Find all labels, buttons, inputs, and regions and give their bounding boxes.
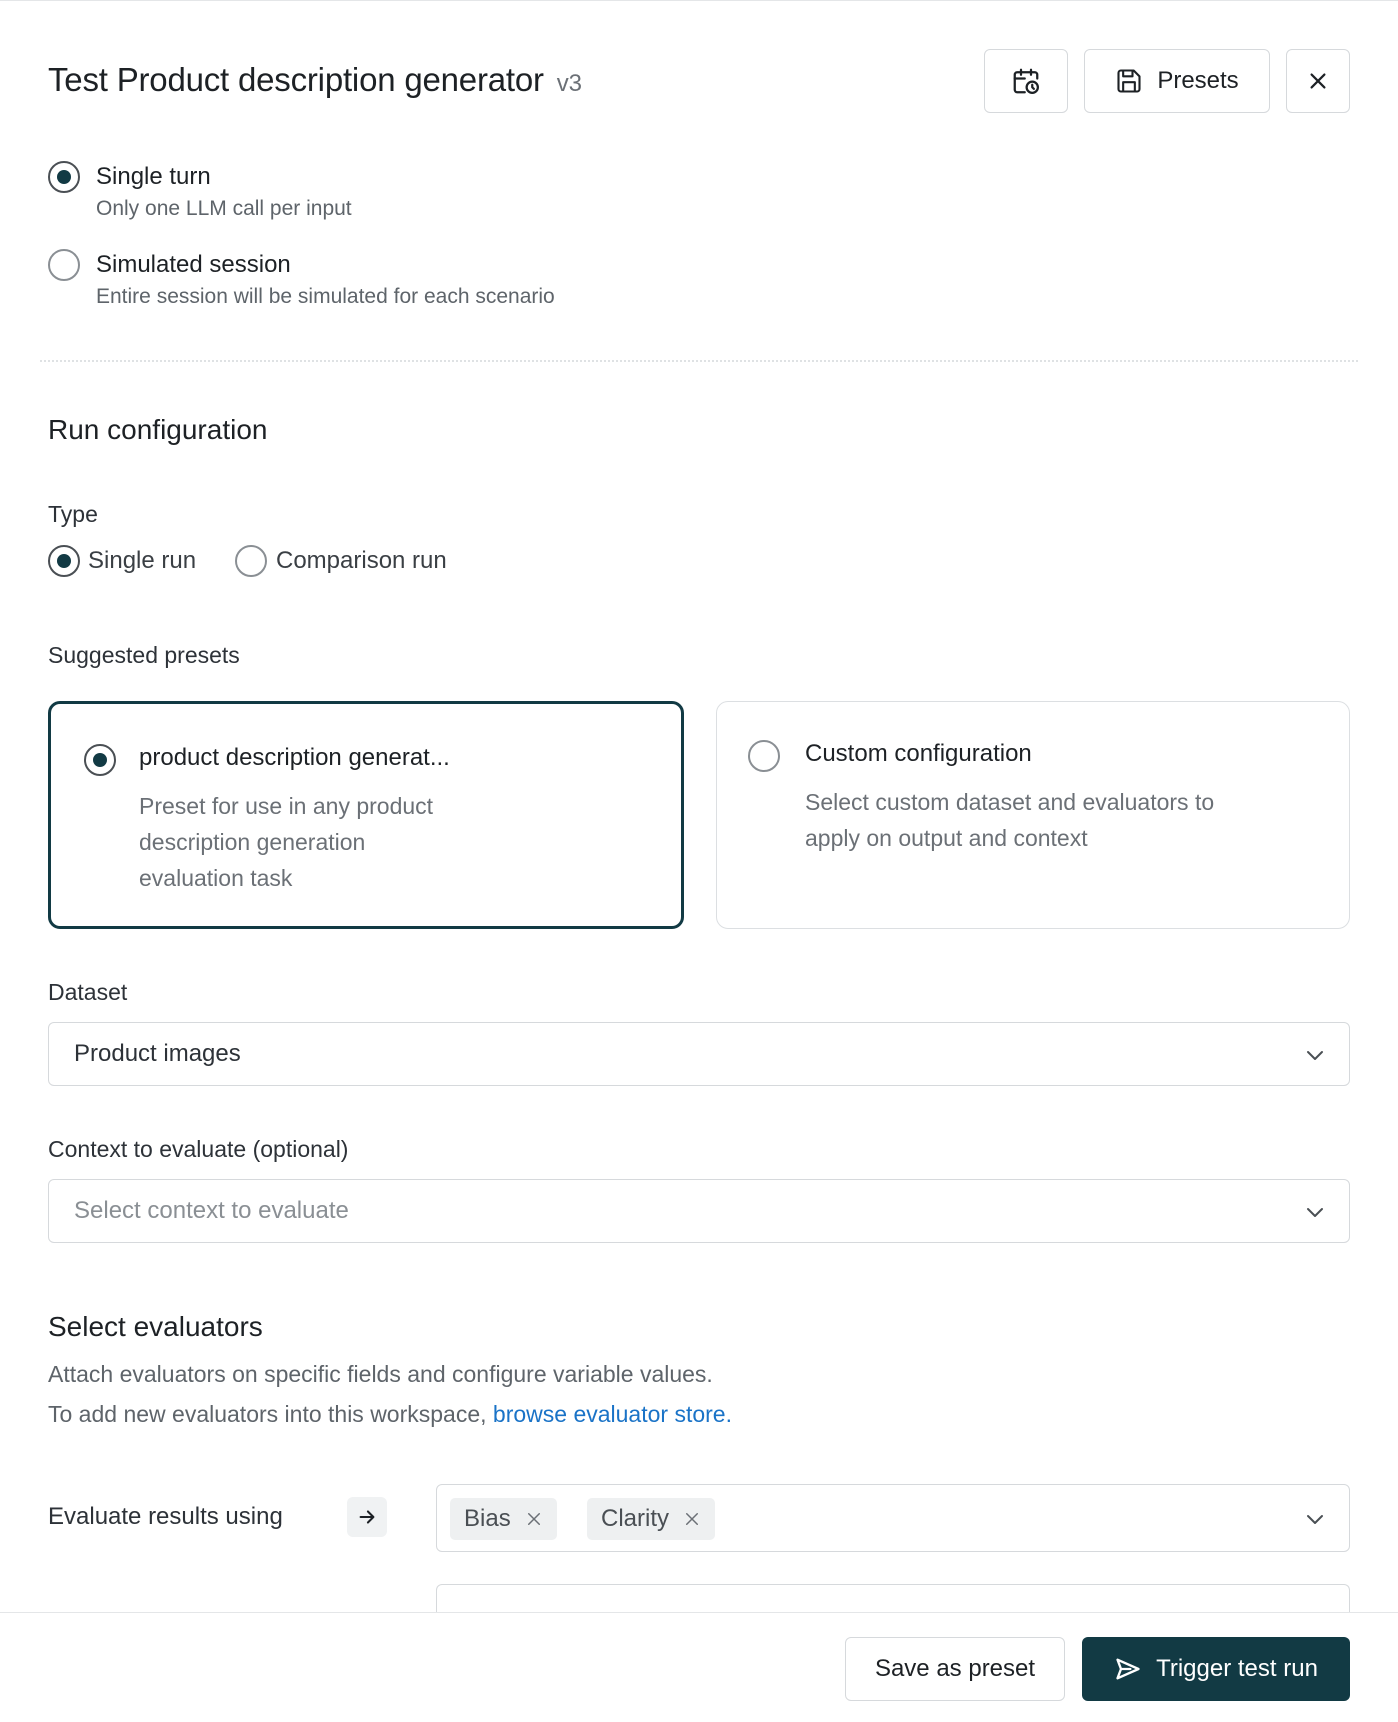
remove-chip-icon[interactable] — [683, 1510, 701, 1528]
presets-button[interactable] — [1084, 49, 1270, 113]
context-label: Context to evaluate (optional) — [48, 1136, 349, 1162]
close-button[interactable] — [1286, 49, 1350, 113]
preset-card-custom-configuration[interactable] — [716, 701, 1350, 929]
preset-card-product-description[interactable] — [48, 701, 684, 929]
select-evaluators-heading: Select evaluators — [48, 1311, 263, 1342]
comparison-run-label[interactable]: Comparison run — [276, 547, 447, 574]
single-run-label[interactable]: Single run — [88, 547, 197, 574]
preset-description-line: description generation — [139, 829, 366, 855]
run-configuration-heading: Run configuration — [48, 414, 268, 445]
browse-evaluator-store-link[interactable]: browse evaluator store. — [492, 1401, 732, 1427]
close-icon — [1307, 70, 1329, 92]
preset-title: Custom configuration — [805, 740, 1032, 767]
single-turn-subtitle: Only one LLM call per input — [96, 197, 352, 220]
chevron-down-icon — [1303, 1200, 1327, 1224]
section-divider — [40, 360, 1358, 362]
remove-chip-icon[interactable] — [525, 1510, 543, 1528]
trigger-test-run-button[interactable] — [1082, 1637, 1350, 1701]
preset-custom-radio[interactable] — [748, 740, 780, 772]
evaluators-description: Attach evaluators on specific fields and configure variable values. — [48, 1361, 713, 1387]
simulated-session-subtitle: Entire session will be simulated for each scenario — [96, 285, 555, 308]
single-turn-radio[interactable] — [48, 161, 80, 193]
preset-description-line: apply on output and context — [805, 825, 1088, 851]
page-title — [48, 61, 582, 99]
preset-description — [805, 784, 1214, 856]
footer-bar — [0, 1612, 1398, 1722]
title-text: Test Product description generator — [48, 61, 544, 98]
save-as-preset-button[interactable]: Save as preset — [845, 1637, 1065, 1701]
comparison-run-radio[interactable] — [235, 545, 267, 577]
simulated-session-title: Simulated session — [96, 251, 291, 278]
preset-product-description-radio[interactable] — [84, 744, 116, 776]
type-label: Type — [48, 501, 98, 527]
preset-description-line: evaluation task — [139, 865, 293, 891]
preset-title: product description generat... — [139, 744, 450, 771]
evaluator-chip-bias — [450, 1498, 557, 1540]
context-placeholder: Select context to evaluate — [74, 1197, 349, 1224]
evaluator-chip-clarity — [587, 1498, 715, 1540]
save-floppy-icon — [1115, 67, 1143, 95]
single-run-radio[interactable] — [48, 545, 80, 577]
evaluators-select[interactable] — [436, 1484, 1350, 1552]
preset-description-line: Preset for use in any product — [139, 793, 434, 819]
preset-description-line: Select custom dataset and evaluators to — [805, 789, 1215, 815]
send-icon — [1114, 1655, 1142, 1683]
context-select[interactable] — [48, 1179, 1350, 1243]
chevron-down-icon — [1303, 1043, 1327, 1067]
evaluate-results-label: Evaluate results using — [48, 1503, 283, 1530]
dataset-label: Dataset — [48, 979, 128, 1005]
simulated-session-radio[interactable] — [48, 249, 80, 281]
suggested-presets-label: Suggested presets — [48, 642, 240, 668]
version-badge: v3 — [556, 70, 582, 97]
schedule-button[interactable] — [984, 49, 1068, 113]
chip-label: Bias — [464, 1505, 511, 1532]
chevron-down-icon — [1303, 1507, 1327, 1531]
presets-label: Presets — [1157, 67, 1239, 94]
arrow-right-icon — [356, 1506, 378, 1528]
store-hint-text: To add new evaluators into this workspace, — [48, 1401, 493, 1427]
dataset-value: Product images — [74, 1040, 241, 1067]
arrow-right-indicator — [347, 1497, 387, 1537]
preset-description — [139, 788, 433, 896]
chip-label: Clarity — [601, 1505, 670, 1532]
single-turn-title: Single turn — [96, 163, 211, 190]
calendar-clock-icon — [1011, 66, 1041, 96]
evaluators-store-hint — [48, 1401, 732, 1428]
dataset-select[interactable] — [48, 1022, 1350, 1086]
trigger-label: Trigger test run — [1156, 1655, 1318, 1682]
